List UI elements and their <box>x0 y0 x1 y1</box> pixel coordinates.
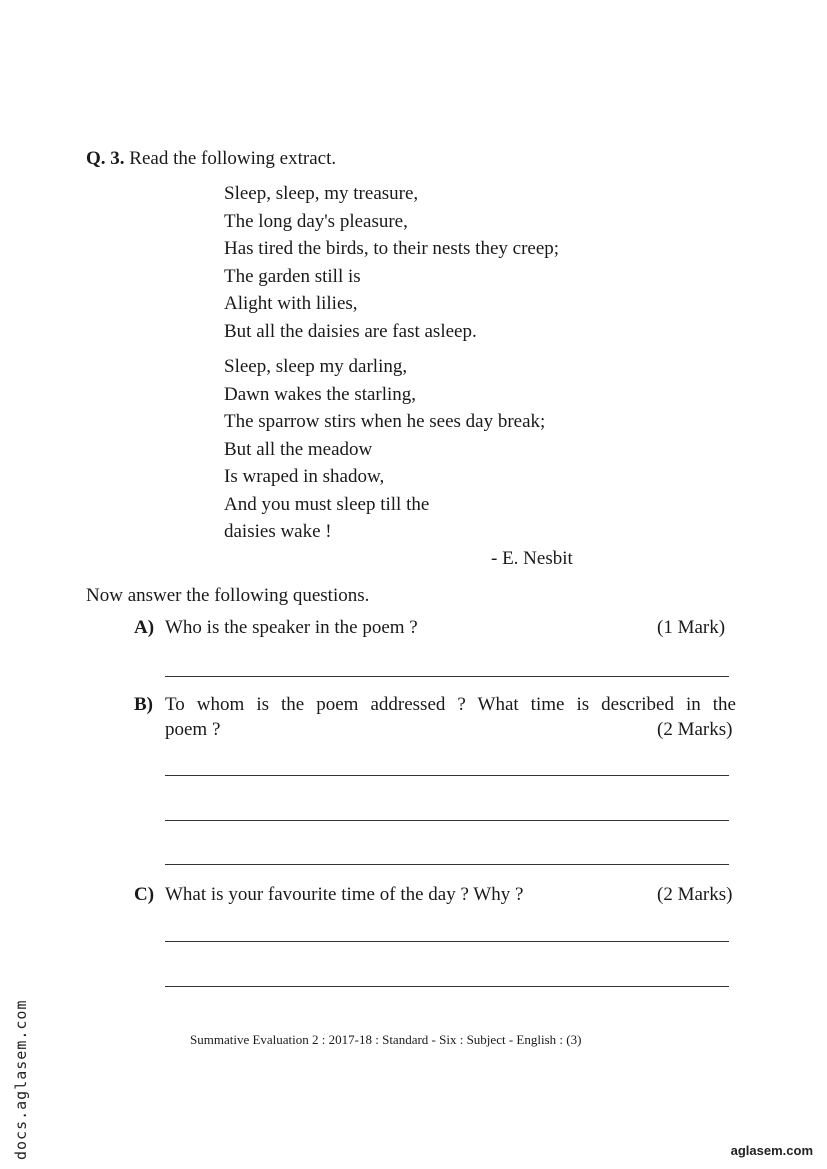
poem-line: Has tired the birds, to their nests they creep; <box>224 238 560 259</box>
subquestion-marks: (2 Marks) <box>657 884 733 905</box>
poem-author: - E. Nesbit <box>491 548 573 569</box>
answer-line[interactable] <box>165 986 729 987</box>
poem-line: The long day's pleasure, <box>224 210 408 232</box>
subquestion-text: To whom is the poem addressed ? What time is described in the <box>165 694 736 715</box>
answer-line[interactable] <box>165 864 729 865</box>
poem-line: Is wraped in shadow, <box>224 466 385 487</box>
poem-line: Alight with lilies, <box>224 293 358 314</box>
poem-line: But all the daisies are fast asleep. <box>224 320 477 342</box>
poem-line: Dawn wakes the starling, <box>224 383 417 405</box>
subquestion-letter: C) <box>134 884 155 905</box>
subquestion-marks: (2 Marks) <box>657 719 733 740</box>
brand-label: aglasem.com <box>730 1143 813 1158</box>
poem-line: daisies wake ! <box>224 521 332 542</box>
poem-line: Sleep, sleep, my treasure, <box>224 183 419 204</box>
poem-line: The garden still is <box>224 265 361 287</box>
answer-line[interactable] <box>165 775 729 776</box>
page-footer: Summative Evaluation 2 : 2017-18 : Standard - Six : Subject - English : (3) <box>190 1032 582 1047</box>
answer-instruction: Now answer the following questions. <box>86 585 370 606</box>
question-number: Q. 3. <box>86 148 125 169</box>
poem-line: The sparrow stirs when he sees day break; <box>224 411 546 432</box>
answer-line[interactable] <box>165 676 729 677</box>
poem-line: And you must sleep till the <box>224 493 430 515</box>
side-watermark: docs.aglasem.com <box>12 999 30 1160</box>
subquestion-letter: B) <box>134 694 153 715</box>
poem-line: But all the meadow <box>224 438 373 460</box>
subquestion-text: Who is the speaker in the poem ? <box>165 617 418 638</box>
subquestion-letter: A) <box>134 617 155 638</box>
poem-stanza-1 <box>224 180 559 345</box>
poem-line: Sleep, sleep my darling, <box>224 356 408 377</box>
subquestion-text: What is your favourite time of the day ? Why ? <box>165 884 524 905</box>
subquestion-text-continued: poem ? <box>165 719 221 740</box>
question-prompt: Read the following extract. <box>129 148 337 169</box>
subquestion-marks: (1 Mark) <box>657 617 726 638</box>
subquestion-a <box>0 617 827 643</box>
subquestion-c <box>0 884 827 910</box>
subquestion-b <box>0 694 827 746</box>
poem-stanza-2 <box>224 353 545 546</box>
question-heading <box>86 148 336 170</box>
answer-line[interactable] <box>165 820 729 821</box>
answer-line[interactable] <box>165 941 729 942</box>
